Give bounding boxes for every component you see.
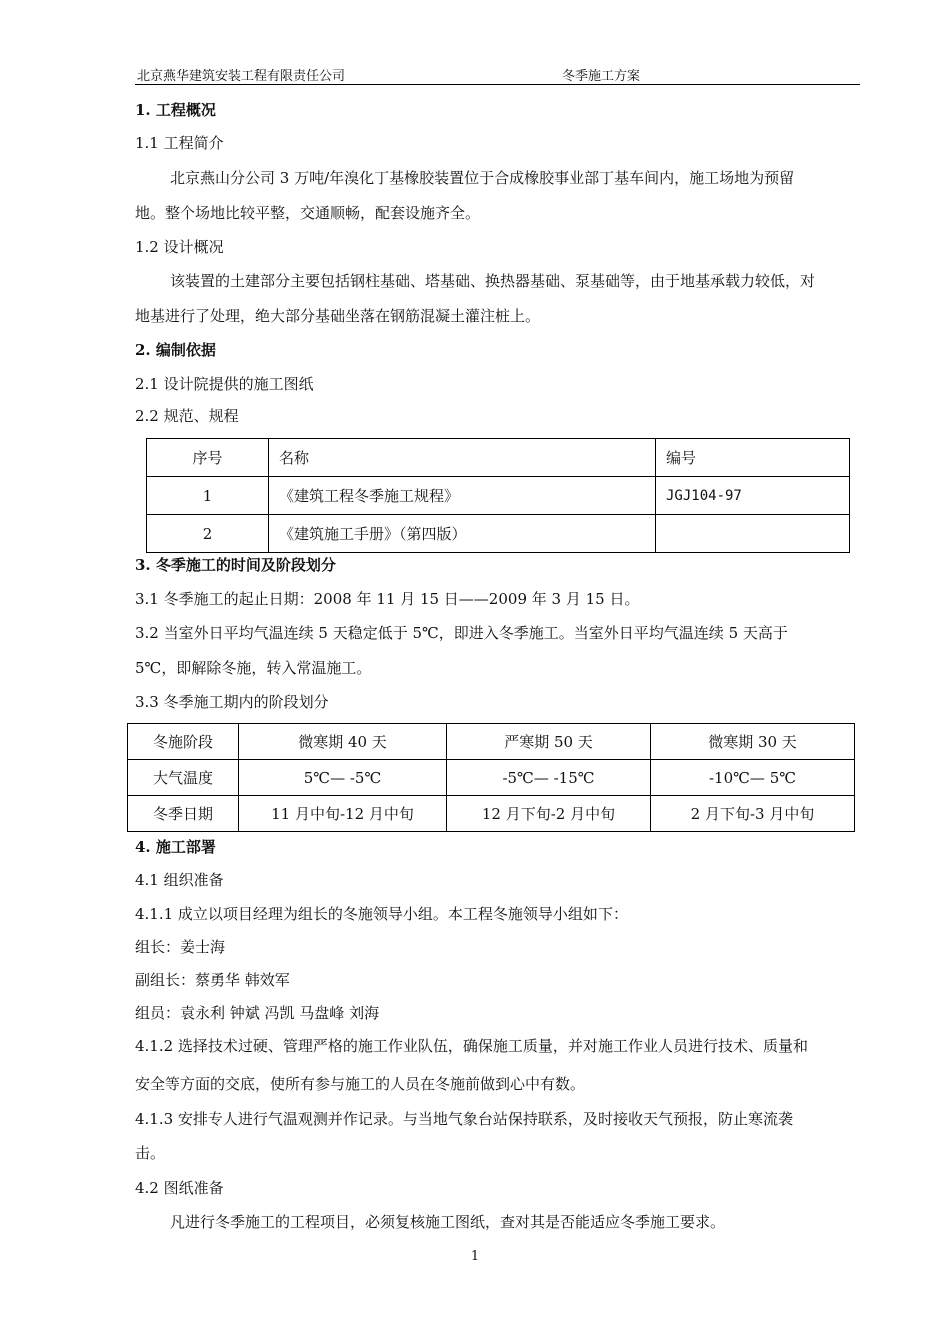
paragraph-3-3: 3.3 冬季施工期内的阶段划分 <box>135 693 329 711</box>
table-cell: 《建筑施工手册》（第四版） <box>269 515 656 553</box>
section-3-heading: 3. 冬季施工的时间及阶段划分 <box>135 556 336 574</box>
table-cell <box>656 515 850 553</box>
table-cell: 5℃— -5℃ <box>239 760 447 796</box>
table-cell: 微寒期 30 天 <box>651 724 855 760</box>
paragraph-4-1-3-line2: 击。 <box>135 1144 166 1162</box>
deputy-line: 副组长：蔡勇华 韩效军 <box>135 971 290 989</box>
table-cell: 微寒期 40 天 <box>239 724 447 760</box>
table-cell: -5℃— -15℃ <box>447 760 651 796</box>
leader-line: 组长：姜士海 <box>135 938 226 956</box>
table-cell: 2 <box>147 515 269 553</box>
subsection-1-1: 1.1 工程简介 <box>135 134 224 152</box>
table-row <box>128 760 855 796</box>
header-company: 北京燕华建筑安装工程有限责任公司 <box>137 69 346 84</box>
paragraph-3-2-line2: 5℃，即解除冬施，转入常温施工。 <box>135 659 372 677</box>
paragraph-1-2-line2: 地基进行了处理，绝大部分基础坐落在钢筋混凝土灌注桩上。 <box>135 307 541 325</box>
page-number: 1 <box>470 1249 480 1264</box>
section-1-heading: 1. 工程概况 <box>135 101 216 119</box>
header-doc-title: 冬季施工方案 <box>562 69 641 84</box>
table-row <box>128 724 855 760</box>
section-2-heading: 2. 编制依据 <box>135 341 216 359</box>
table-cell: 冬施阶段 <box>128 724 239 760</box>
subsection-4-2: 4.2 图纸准备 <box>135 1179 224 1197</box>
table-cell: JGJ104-97 <box>656 477 850 515</box>
paragraph-4-1-3-line1: 4.1.3 安排专人进行气温观测并作记录。与当地气象台站保持联系，及时接收天气预报，防止寒流袭 <box>135 1110 793 1128</box>
paragraph-4-2: 凡进行冬季施工的工程项目，必须复核施工图纸，查对其是否能适应冬季施工要求。 <box>170 1213 726 1231</box>
table-row <box>128 796 855 832</box>
table-cell: 严寒期 50 天 <box>447 724 651 760</box>
paragraph-4-1-2-line2: 安全等方面的交底，使所有参与施工的人员在冬施前做到心中有数。 <box>135 1075 586 1093</box>
subsection-2-1: 2.1 设计院提供的施工图纸 <box>135 375 314 393</box>
table-cell: 《建筑工程冬季施工规程》 <box>269 477 656 515</box>
paragraph-1-2-line1: 该装置的土建部分主要包括钢柱基础、塔基础、换热器基础、泵基础等，由于地基承载力较低，对 <box>170 272 816 290</box>
table-cell: 2 月下旬-3 月中旬 <box>651 796 855 832</box>
table-cell: -10℃— 5℃ <box>651 760 855 796</box>
paragraph-3-1: 3.1 冬季施工的起止日期：2008 年 11 月 15 日——2009 年 3 月 15 日。 <box>135 590 640 608</box>
subsection-4-1: 4.1 组织准备 <box>135 871 224 889</box>
standards-table <box>146 438 850 553</box>
table-row <box>147 515 850 553</box>
table-row <box>147 477 850 515</box>
table-header-row <box>147 439 850 477</box>
paragraph-4-1-1: 4.1.1 成立以项目经理为组长的冬施领导小组。本工程冬施领导小组如下： <box>135 905 628 923</box>
paragraph-1-1-line2: 地。整个场地比较平整，交通顺畅，配套设施齐全。 <box>135 204 481 222</box>
table-cell: 1 <box>147 477 269 515</box>
table-cell: 大气温度 <box>128 760 239 796</box>
table-cell: 11 月中旬-12 月中旬 <box>239 796 447 832</box>
table-header-cell: 名称 <box>269 439 656 477</box>
paragraph-1-1-line1: 北京燕山分公司 3 万吨/年溴化丁基橡胶装置位于合成橡胶事业部丁基车间内，施工场地为预留 <box>170 169 795 187</box>
winter-phases-table <box>127 723 855 832</box>
subsection-2-2: 2.2 规范、规程 <box>135 407 239 425</box>
members-line: 组员：袁永利 钟斌 冯凯 马盘峰 刘海 <box>135 1004 380 1022</box>
page-header <box>135 64 860 85</box>
section-4-heading: 4. 施工部署 <box>135 838 216 856</box>
table-header-cell: 编号 <box>656 439 850 477</box>
subsection-1-2: 1.2 设计概况 <box>135 238 224 256</box>
table-cell: 12 月下旬-2 月中旬 <box>447 796 651 832</box>
table-cell: 冬季日期 <box>128 796 239 832</box>
paragraph-4-1-2-line1: 4.1.2 选择技术过硬、管理严格的施工作业队伍，确保施工质量，并对施工作业人员进行技术、质量和 <box>135 1037 808 1055</box>
table-header-cell: 序号 <box>147 439 269 477</box>
paragraph-3-2-line1: 3.2 当室外日平均气温连续 5 天稳定低于 5℃，即进入冬季施工。当室外日平均气温连续 5 天高于 <box>135 624 788 642</box>
